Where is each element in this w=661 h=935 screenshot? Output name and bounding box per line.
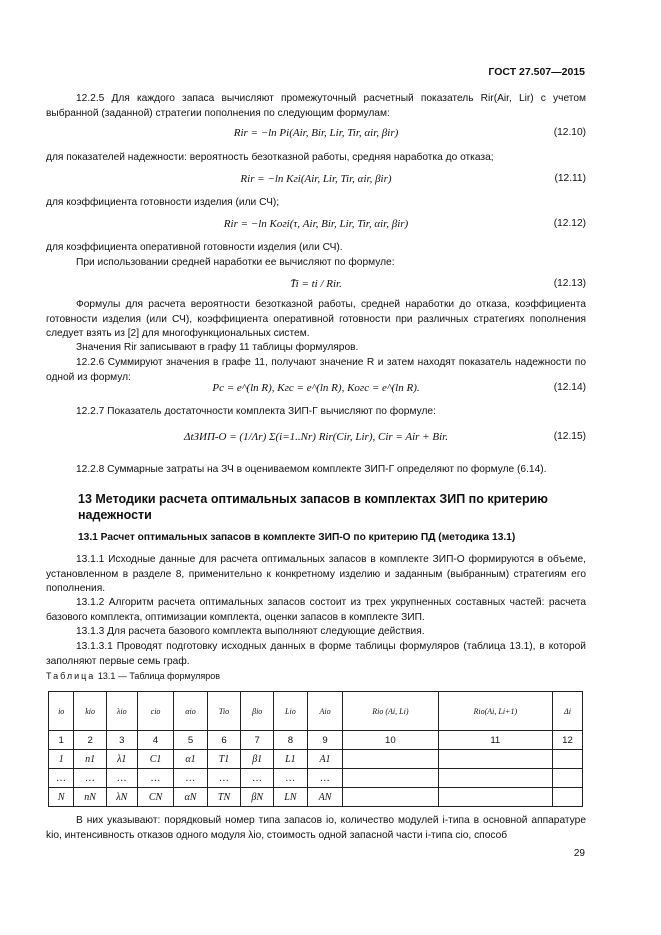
table-cell: … — [49, 769, 74, 788]
table-header-cell: ciо — [137, 692, 174, 731]
table-header-cell: Riо(Ai, Li+1) — [438, 692, 552, 731]
formula-number: (12.10) — [553, 127, 586, 138]
table-caption-text: 13.1 — Таблица формуляров — [97, 671, 221, 681]
table-header-cell: βiо — [241, 692, 273, 731]
table-cell: … — [307, 769, 342, 788]
table-cell: … — [174, 769, 207, 788]
form-table — [48, 691, 583, 807]
table-cell — [553, 750, 583, 769]
formula-number: (12.15) — [553, 431, 586, 442]
paragraph-12-2-6: 12.2.6 Суммируют значения в графе 11, получают значение R и затем находят показатель надежности по одной из формул: — [46, 357, 586, 383]
table-header-row — [49, 692, 583, 731]
paragraph-12-2-7: 12.2.7 Показатель достаточности комплекта ЗИП-Г вычисляют по формуле: — [76, 406, 436, 417]
table-cell: AN — [307, 788, 342, 807]
document-header: ГОСТ 27.507—2015 — [488, 66, 585, 78]
paragraph-after-table: В них указывают: порядковый номер типа запасов iо, количество модулей i-типа в основной аппаратуре kiо, интенсивность отказов одного модуля λiо, стоимость одной запасной части i-типа ciо, способ — [46, 815, 586, 841]
table-cell: … — [241, 769, 273, 788]
table-cell: 8 — [273, 731, 307, 750]
table-cell: λ1 — [106, 750, 137, 769]
table-cell: n1 — [74, 750, 106, 769]
paragraph-13-1-2: 13.1.2 Алгоритм расчета оптимальных запасов состоит из трех укрупненных составных частей: расчета базового комплекта, оптимизации комплекта, оценки запасов в комплекте ЗИП. — [46, 597, 586, 623]
table-header-cell: kiо — [74, 692, 106, 731]
formula-text: Rir = −ln Kгi(Air, Lir, Tir, αir, βir) — [240, 173, 392, 185]
table-cell — [438, 769, 552, 788]
formula-text: Rir = −ln Kогi(τ, Air, Bir, Lir, Tir, αir, βir) — [223, 218, 409, 230]
table-cell: βN — [241, 788, 273, 807]
table-cell: … — [207, 769, 241, 788]
paragraph-13-1-3: 13.1.3 Для расчета базового комплекта выполняют следующие действия. — [76, 626, 425, 637]
formula-number: (12.14) — [553, 382, 586, 393]
table-cell: T1 — [207, 750, 241, 769]
subsection-heading-13-1: 13.1 Расчет оптимальных запасов в комплекте ЗИП-О по критерию ПД (методика 13.1) — [78, 532, 516, 543]
table-cell: 1 — [49, 731, 74, 750]
table-cell: β1 — [241, 750, 273, 769]
table-header-cell: Tiо — [207, 692, 241, 731]
formula-number: (12.13) — [553, 278, 586, 289]
formula-12-13 — [46, 278, 586, 294]
table-cell: 2 — [74, 731, 106, 750]
table-cell: … — [273, 769, 307, 788]
table-cell: 6 — [207, 731, 241, 750]
table-header-cell: iо — [49, 692, 74, 731]
table-caption — [46, 671, 220, 681]
table-cell: … — [106, 769, 137, 788]
table-cell: LN — [273, 788, 307, 807]
table-cell: C1 — [137, 750, 174, 769]
section-heading-13: 13 Методики расчета оптимальных запасов в комплектах ЗИП по критерию надежности — [78, 492, 548, 522]
formula-text: T̄i = ti / Rir. — [290, 278, 342, 290]
table-cell — [438, 788, 552, 807]
table-row — [49, 769, 583, 788]
table-cell: CN — [137, 788, 174, 807]
table-cell: 10 — [343, 731, 438, 750]
table-cell: N — [49, 788, 74, 807]
table-cell — [343, 788, 438, 807]
formula-number: (12.12) — [553, 218, 586, 229]
table-cell: … — [137, 769, 174, 788]
table-cell — [438, 750, 552, 769]
paragraph: для коэффициента готовности изделия (или СЧ); — [46, 197, 280, 208]
table-row — [49, 788, 583, 807]
table-cell: 9 — [307, 731, 342, 750]
table-cell: L1 — [273, 750, 307, 769]
table-header-cell: λiо — [106, 692, 137, 731]
formula-text: ΔtЗИП-О = (1/Λr) Σ(i=1..Nr) Rir(Cir, Lir), Cir = Air + Bir. — [184, 431, 448, 443]
table-header-cell: Liо — [273, 692, 307, 731]
formula-12-11 — [46, 173, 586, 189]
table-cell: 12 — [553, 731, 583, 750]
table-caption-label: Таблица — [46, 671, 96, 681]
formula-12-14 — [46, 382, 586, 398]
table-cell: λN — [106, 788, 137, 807]
table-header-cell: Riо (Ai, Li) — [343, 692, 438, 731]
table-cell: TN — [207, 788, 241, 807]
table-cell: … — [74, 769, 106, 788]
paragraph: При использовании средней наработки ее вычисляют по формуле: — [76, 257, 395, 268]
paragraph: Значения Rir записывают в графу 11 таблицы формуляров. — [76, 342, 359, 353]
formula-12-12 — [46, 218, 586, 234]
table-cell: A1 — [307, 750, 342, 769]
table-header-cell: Δi — [553, 692, 583, 731]
table-cell: 11 — [438, 731, 552, 750]
table-header-cell: Aiо — [307, 692, 342, 731]
formula-text: Pc = e^(ln R), Kгс = e^(ln R), Kогс = e^(ln R). — [212, 382, 420, 394]
paragraph-13-1-1: 13.1.1 Исходные данные для расчета оптимальных запасов в комплекте ЗИП-О формируются в объеме, установленном в разделе 8, применительно к конкретному изделию и заданным (выбранным) стратегиям его пополнения. — [46, 554, 586, 595]
paragraph: Формулы для расчета вероятности безотказной работы, средней наработки до отказа, коэффициента готовности изделия (или СЧ), коэффициента оперативной готовности при различных стратегиях пополнения следует взять из [2] для многофункциональных систем. — [46, 299, 586, 340]
table-cell: 1 — [49, 750, 74, 769]
table-cell: nN — [74, 788, 106, 807]
formula-text: Rir = −ln Pi(Air, Bir, Lir, Tir, αir, βir) — [233, 127, 399, 139]
table-cell: 3 — [106, 731, 137, 750]
paragraph: для коэффициента оперативной готовности изделия (или СЧ). — [46, 242, 343, 253]
table-cell — [553, 788, 583, 807]
table-cell: 5 — [174, 731, 207, 750]
table-cell — [343, 750, 438, 769]
table-cell: αN — [174, 788, 207, 807]
paragraph-12-2-8: 12.2.8 Суммарные затраты на ЗЧ в оцениваемом комплекте ЗИП-Г определяют по формуле (6.14). — [76, 464, 547, 475]
table-cell: α1 — [174, 750, 207, 769]
table-cell: 7 — [241, 731, 273, 750]
formula-number: (12.11) — [554, 173, 586, 184]
table-cell — [553, 769, 583, 788]
page-number: 29 — [573, 848, 585, 859]
paragraph: для показателей надежности: вероятность безотказной работы, средняя наработка до отказа; — [46, 152, 494, 163]
table-cell — [343, 769, 438, 788]
formula-12-10 — [46, 127, 586, 143]
paragraph-13-1-3-1: 13.1.3.1 Проводят подготовку исходных данных в форме таблицы формуляров (таблица 13.1), в которой заполняют первые семь граф. — [46, 641, 586, 667]
table-row — [49, 750, 583, 769]
paragraph-12-2-5: 12.2.5 Для каждого запаса вычисляют промежуточный расчетный показатель Rir(Air, Lir) с учетом выбранной (заданной) стратегии пополнения по следующим формулам: — [46, 93, 586, 119]
formula-12-15 — [46, 431, 586, 447]
table-header-cell: αiо — [174, 692, 207, 731]
table-cell: 4 — [137, 731, 174, 750]
table-number-row — [49, 731, 583, 750]
